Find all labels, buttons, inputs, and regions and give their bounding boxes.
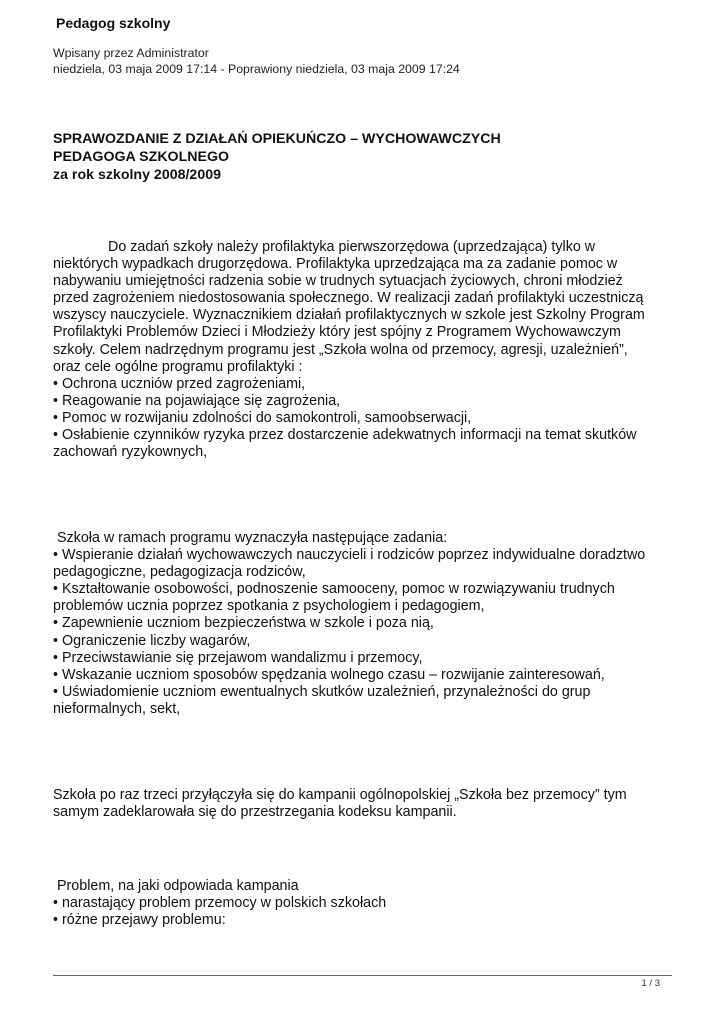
text-line: szkoły. Celem nadrzędnym programu jest „Szkoła wolna od przemocy, agresji, uzależnień”, xyxy=(53,341,628,358)
tasks-paragraph xyxy=(53,530,673,718)
text-line: przed zagrożeniem niedostosowania społecznego. W realizacji zadań profilaktyki uczestniczą xyxy=(53,290,644,307)
text-line: samym zadeklarowała się do przestrzegania kodeksu kampanii. xyxy=(53,804,457,821)
text-line: Szkoła po raz trzeci przyłączyła się do kampanii ogólnopolskiej „Szkoła bez przemocy” tym xyxy=(53,787,627,803)
text-line: Profilaktyki Problemów Dzieci i Młodzieży który jest spójny z Programem Wychowawczym xyxy=(53,324,621,341)
bullet-item: • Przeciwstawianie się przejawom wandalizmu i przemocy, xyxy=(53,649,423,666)
text-line: nabywaniu umiejętności radzenia sobie w trudnych sytuacjach życiowych, chroni młodzież xyxy=(53,273,623,290)
text-line: wszyscy nauczyciele. Wyznacznikiem działań profilaktycznych w szkole jest Szkolny Program xyxy=(53,307,645,324)
bullet-item: • Kształtowanie osobowości, podnoszenie samooceny, pomoc w rozwiązywaniu trudnych xyxy=(53,581,615,598)
bullet-item: • Reagowanie na pojawiające się zagrożenia, xyxy=(53,392,341,409)
campaign-paragraph xyxy=(53,787,673,821)
bullet-item: • Zapewnienie uczniom bezpieczeństwa w szkole i poza nią, xyxy=(53,615,434,632)
bullet-item: • Uświadomienie uczniom ewentualnych skutków uzależnień, przynależności do grup xyxy=(53,683,591,700)
intro-paragraph xyxy=(53,239,673,461)
document-meta xyxy=(53,45,460,77)
text-line: Szkoła w ramach programu wyznaczyła następujące zadania: xyxy=(57,530,448,546)
document-title: Pedagog szkolny xyxy=(56,15,171,31)
bullet-item: • różne przejawy problemu: xyxy=(53,912,226,929)
text-line: Problem, na jaki odpowiada kampania xyxy=(57,878,299,894)
page-number: 1 / 3 xyxy=(641,978,660,989)
text-line: oraz cele ogólne programu profilaktyki : xyxy=(53,358,303,375)
heading-line: SPRAWOZDANIE Z DZIAŁAŃ OPIEKUŃCZO – WYCHOWAWCZYCH xyxy=(53,131,501,147)
author-line: Wpisany przez Administrator xyxy=(53,46,209,60)
bullet-item: • Ochrona uczniów przed zagrożeniami, xyxy=(53,375,306,392)
problem-paragraph xyxy=(53,878,673,929)
text-line: zachowań ryzykownych, xyxy=(53,444,208,461)
bullet-item: • Wspieranie działań wychowawczych nauczycieli i rodziców poprzez indywidualne doradztwo xyxy=(53,547,646,564)
text-line: pedagogiczne, pedagogizacja rodziców, xyxy=(53,564,306,581)
bullet-item: • Osłabienie czynników ryzyka przez dostarczenie adekwatnych informacji na temat skutków xyxy=(53,427,637,444)
text-line: problemów ucznia poprzez spotkania z psychologiem i pedagogiem, xyxy=(53,598,485,615)
text-line: niektórych wypadkach drugorzędowa. Profilaktyka uprzedzająca ma za zadanie pomoc w xyxy=(53,256,618,273)
text-line: Do zadań szkoły należy profilaktyka pierwszorzędowa (uprzedzająca) tylko w xyxy=(108,239,596,255)
dates-line: niedziela, 03 maja 2009 17:14 - Poprawiony niedziela, 03 maja 2009 17:24 xyxy=(53,62,460,76)
bullet-item: • narastający problem przemocy w polskich szkołach xyxy=(53,895,387,912)
heading-line: PEDAGOGA SZKOLNEGO xyxy=(53,149,230,165)
text-line: nieformalnych, sekt, xyxy=(53,700,181,717)
bullet-item: • Ograniczenie liczby wagarów, xyxy=(53,632,251,649)
footer-divider xyxy=(53,975,672,976)
bullet-item: • Wskazanie uczniom sposobów spędzania wolnego czasu – rozwijanie zainteresowań, xyxy=(53,666,605,683)
report-heading xyxy=(53,130,501,184)
bullet-item: • Pomoc w rozwijaniu zdolności do samokontroli, samoobserwacji, xyxy=(53,409,472,426)
heading-line: za rok szkolny 2008/2009 xyxy=(53,167,221,183)
